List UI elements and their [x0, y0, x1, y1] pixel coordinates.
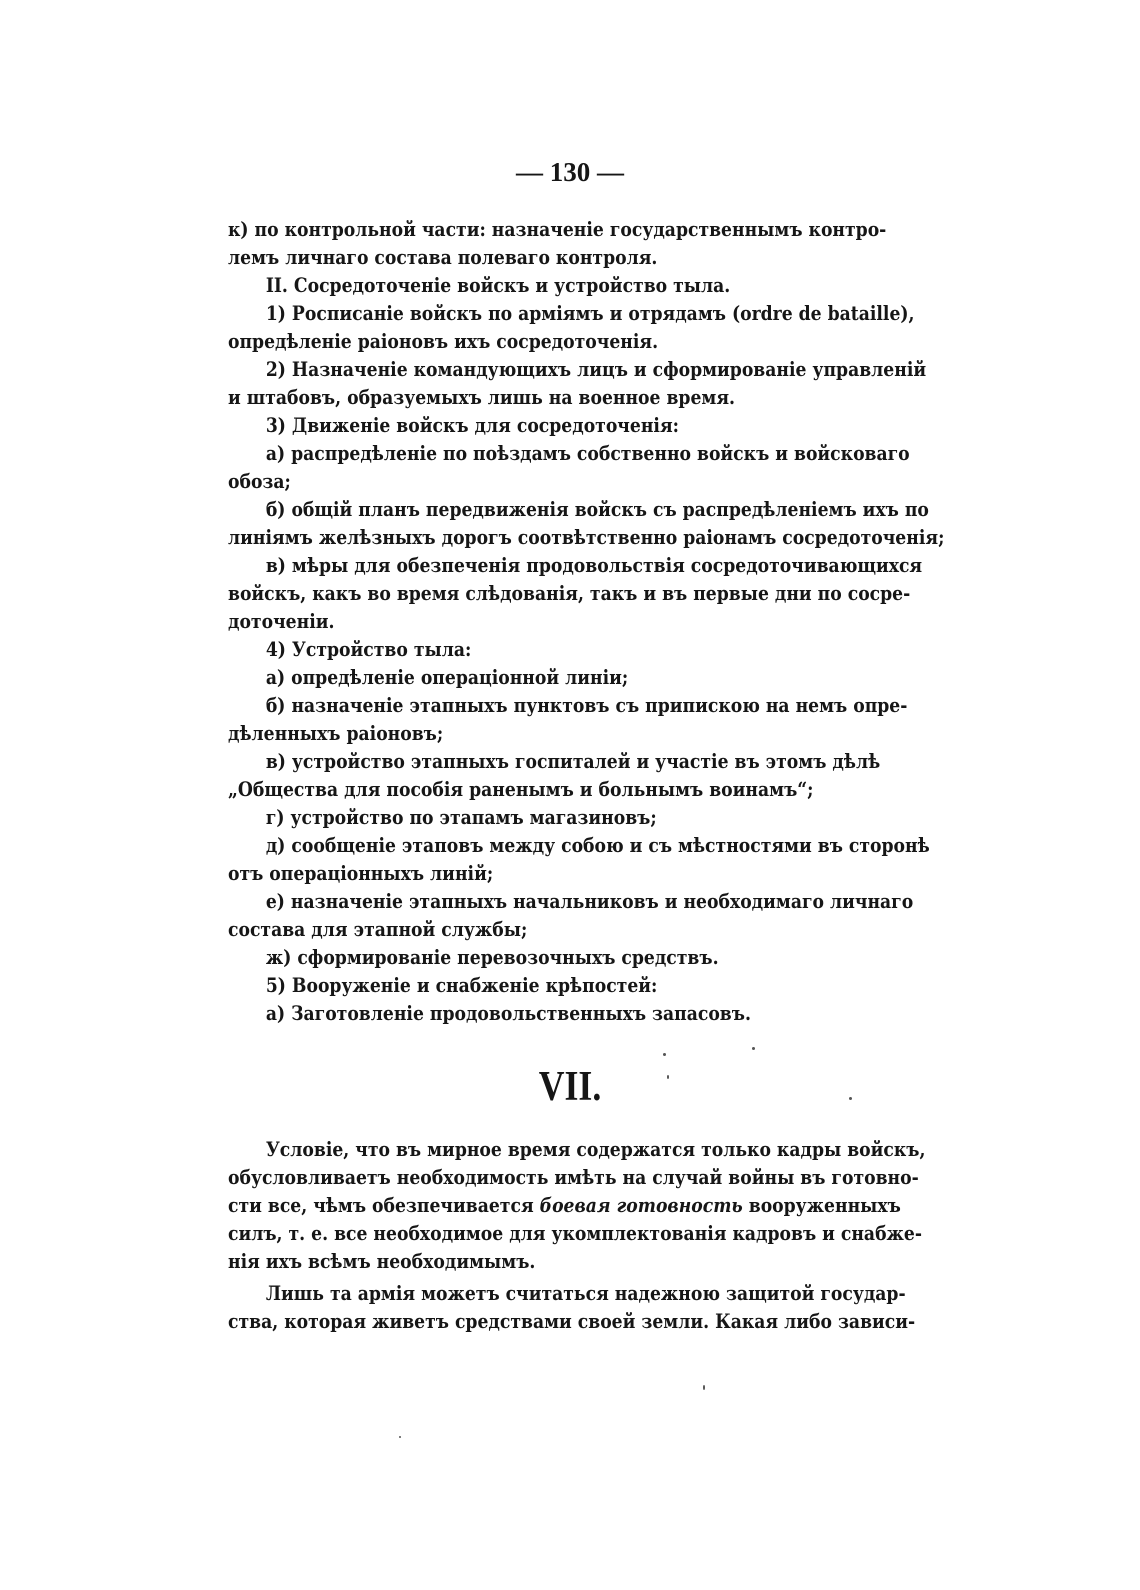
print-speck: [703, 1385, 705, 1390]
list-line: 3) Движеніе войскъ для сосредоточенія:: [265, 413, 680, 437]
list-line: 5) Вооруженіе и снабженіе крѣпостей:: [265, 973, 658, 997]
list-line: и штабовъ, образуемыхъ лишь на военное время.: [228, 385, 736, 409]
emphasized-term: боевая готовность: [539, 1193, 743, 1217]
paragraph-line: обусловливаетъ необходимость имѣть на случай войны въ готовно-: [228, 1165, 919, 1189]
body-text: [228, 1135, 926, 1335]
list-line: линіямъ желѣзныхъ дорогъ соотвѣтственно раіонамъ сосредоточенія;: [228, 525, 945, 549]
list-line: дѣленныхъ раіоновъ;: [228, 721, 444, 745]
line-text: сти все, чѣмъ обезпечивается: [228, 1193, 540, 1217]
paragraph-line: нія ихъ всѣмъ необходимымъ.: [228, 1249, 536, 1273]
page-number: — 130 —: [516, 157, 624, 187]
list-line: б) общій планъ передвиженія войскъ съ распредѣленіемъ ихъ по: [265, 497, 929, 521]
paragraph-line: Условіе, что въ мирное время содержатся только кадры войскъ,: [265, 1137, 926, 1161]
list-line: опредѣленіе раіоновъ ихъ сосредоточенія.: [228, 329, 659, 353]
print-speck: [399, 1436, 401, 1438]
paragraph-line: силъ, т. е. все необходимое для укомплектованія кадровъ и снабже-: [228, 1221, 923, 1245]
line-text: вооруженныхъ: [742, 1193, 901, 1217]
list-line: а) распредѣленіе по поѣздамъ собственно войскъ и войсковаго: [265, 441, 910, 465]
list-line: г) устройство по этапамъ магазиновъ;: [265, 805, 657, 829]
list-line: в) устройство этапныхъ госпиталей и участіе въ этомъ дѣлѣ: [265, 749, 881, 773]
print-speck: [663, 1053, 666, 1056]
list-line: б) назначеніе этапныхъ пунктовъ съ припискою на немъ опре-: [265, 693, 908, 717]
list-line: 2) Назначеніе командующихъ лицъ и сформированіе управленій: [265, 357, 927, 381]
list-line: „Общества для пособія раненымъ и больнымъ воинамъ“;: [228, 777, 814, 801]
list-line: II. Сосредоточеніе войскъ и устройство тыла.: [265, 273, 731, 297]
list-line: е) назначеніе этапныхъ начальниковъ и необходимаго личнаго: [265, 889, 914, 913]
list-line: отъ операціонныхъ линій;: [228, 861, 494, 885]
paragraph-line: [228, 1191, 901, 1219]
list-line: войскъ, какъ во время слѣдованія, такъ и въ первые дни по сосре-: [228, 581, 911, 605]
print-speck: [849, 1097, 852, 1100]
section-heading: VII.: [538, 1064, 602, 1110]
list-line: а) опредѣленіе операціонной линіи;: [265, 665, 629, 689]
list-line: состава для этапной службы;: [228, 917, 528, 941]
paragraph-line: Лишь та армія можетъ считаться надежною защитой государ-: [265, 1281, 906, 1305]
paragraph-line: ства, которая живетъ средствами своей земли. Какая либо зависи-: [228, 1309, 916, 1333]
list-line: ж) сформированіе перевозочныхъ средствъ.: [265, 945, 719, 969]
list-line: доточеніи.: [228, 609, 335, 633]
list-line: а) Заготовленіе продовольственныхъ запасовъ.: [265, 1001, 751, 1025]
print-speck: [752, 1047, 755, 1050]
list-section: [228, 215, 945, 1027]
list-line: лемъ личнаго состава полеваго контроля.: [228, 245, 658, 269]
print-speck: [667, 1075, 669, 1079]
list-line: д) сообщеніе этаповъ между собою и съ мѣстностями въ сторонѣ: [265, 833, 930, 857]
list-line: 4) Устройство тыла:: [265, 637, 472, 661]
list-line: в) мѣры для обезпеченія продовольствія сосредоточивающихся: [265, 553, 923, 577]
list-line: 1) Росписаніе войскъ по арміямъ и отрядамъ (ordre de bataille),: [265, 301, 915, 325]
list-line: обоза;: [228, 469, 291, 493]
list-line: к) по контрольной части: назначеніе государственнымъ контро-: [228, 217, 887, 241]
